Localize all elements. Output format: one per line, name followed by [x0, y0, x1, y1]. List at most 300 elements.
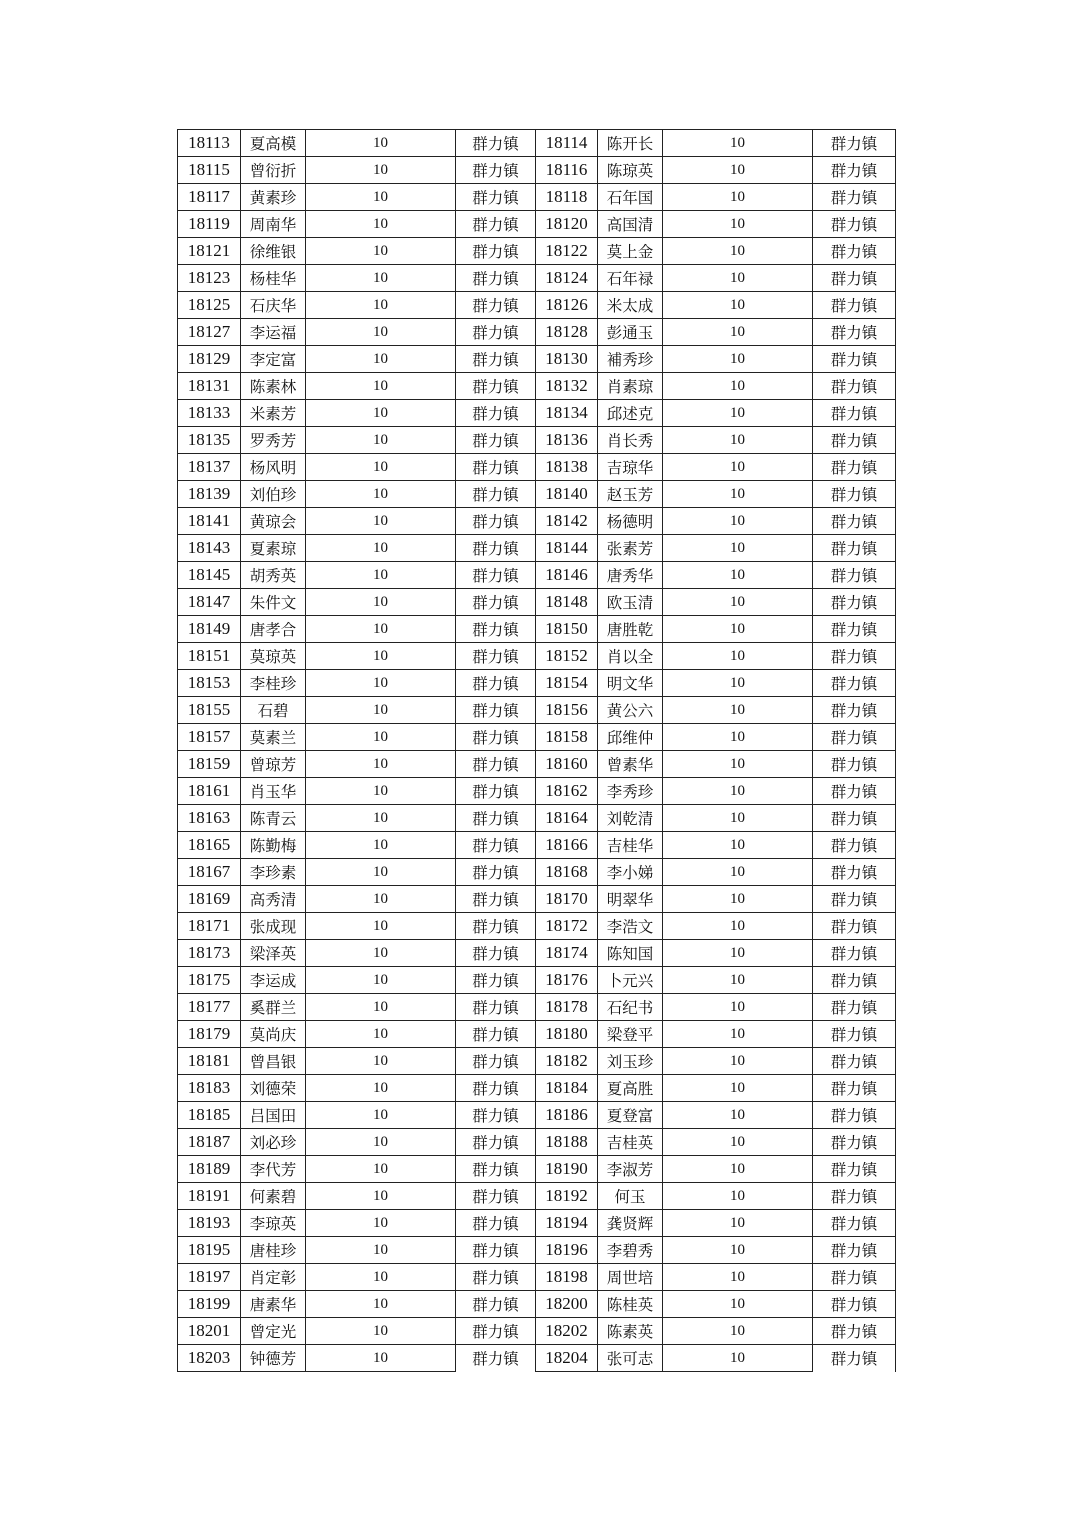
- amount-cell: 10: [306, 967, 456, 994]
- amount-cell: 10: [306, 319, 456, 346]
- town-cell: 群力镇: [813, 1291, 896, 1318]
- town-cell: 群力镇: [813, 1021, 896, 1048]
- name-cell: 莫尚庆: [241, 1021, 306, 1048]
- name-cell: 李小娣: [598, 859, 663, 886]
- record-id-cell: 18142: [536, 508, 598, 535]
- name-cell: 吉琼华: [598, 454, 663, 481]
- table-row: [178, 1048, 896, 1075]
- amount-cell: 10: [663, 1345, 813, 1372]
- record-id-cell: 18117: [178, 184, 241, 211]
- name-cell: 唐秀华: [598, 562, 663, 589]
- town-cell: 群力镇: [456, 1318, 536, 1345]
- record-id-cell: 18165: [178, 832, 241, 859]
- record-id-cell: 18147: [178, 589, 241, 616]
- name-cell: 吉桂英: [598, 1129, 663, 1156]
- table-row: [178, 130, 896, 157]
- name-cell: 莫上金: [598, 238, 663, 265]
- record-id-cell: 18198: [536, 1264, 598, 1291]
- amount-cell: 10: [663, 1318, 813, 1345]
- amount-cell: 10: [663, 670, 813, 697]
- name-cell: 卜元兴: [598, 967, 663, 994]
- table-row: [178, 778, 896, 805]
- table-row: [178, 157, 896, 184]
- town-cell: 群力镇: [456, 1129, 536, 1156]
- town-cell: 群力镇: [456, 778, 536, 805]
- town-cell: 群力镇: [813, 508, 896, 535]
- town-cell: 群力镇: [813, 238, 896, 265]
- name-cell: 奚群兰: [241, 994, 306, 1021]
- record-id-cell: 18160: [536, 751, 598, 778]
- amount-cell: 10: [663, 778, 813, 805]
- amount-cell: 10: [306, 481, 456, 508]
- amount-cell: 10: [663, 886, 813, 913]
- town-cell: 群力镇: [456, 346, 536, 373]
- amount-cell: 10: [663, 184, 813, 211]
- record-id-cell: 18161: [178, 778, 241, 805]
- amount-cell: 10: [306, 1048, 456, 1075]
- record-id-cell: 18129: [178, 346, 241, 373]
- name-cell: 刘必珍: [241, 1129, 306, 1156]
- name-cell: 赵玉芳: [598, 481, 663, 508]
- town-cell: 群力镇: [813, 778, 896, 805]
- amount-cell: 10: [306, 535, 456, 562]
- town-cell: 群力镇: [813, 751, 896, 778]
- town-cell: 群力镇: [456, 1210, 536, 1237]
- town-cell: 群力镇: [813, 643, 896, 670]
- amount-cell: 10: [663, 1156, 813, 1183]
- record-id-cell: 18157: [178, 724, 241, 751]
- name-cell: 唐孝合: [241, 616, 306, 643]
- table-row: [178, 211, 896, 238]
- name-cell: 何素碧: [241, 1183, 306, 1210]
- name-cell: 梁泽英: [241, 940, 306, 967]
- amount-cell: 10: [663, 319, 813, 346]
- name-cell: 李桂珍: [241, 670, 306, 697]
- name-cell: 周南华: [241, 211, 306, 238]
- town-cell: 群力镇: [813, 940, 896, 967]
- town-cell: 群力镇: [813, 373, 896, 400]
- amount-cell: 10: [306, 589, 456, 616]
- amount-cell: 10: [663, 211, 813, 238]
- town-cell: 群力镇: [456, 292, 536, 319]
- table-row: [178, 1129, 896, 1156]
- record-id-cell: 18158: [536, 724, 598, 751]
- table-row: [178, 535, 896, 562]
- record-id-cell: 18191: [178, 1183, 241, 1210]
- name-cell: 夏高胜: [598, 1075, 663, 1102]
- amount-cell: 10: [663, 427, 813, 454]
- town-cell: 群力镇: [456, 1183, 536, 1210]
- amount-cell: 10: [663, 238, 813, 265]
- amount-cell: 10: [306, 427, 456, 454]
- record-id-cell: 18179: [178, 1021, 241, 1048]
- name-cell: 李秀珍: [598, 778, 663, 805]
- town-cell: 群力镇: [813, 859, 896, 886]
- town-cell: 群力镇: [813, 1048, 896, 1075]
- town-cell: 群力镇: [456, 724, 536, 751]
- town-cell: 群力镇: [456, 670, 536, 697]
- table-row: [178, 832, 896, 859]
- table-row: [178, 616, 896, 643]
- name-cell: 杨桂华: [241, 265, 306, 292]
- name-cell: 罗秀芳: [241, 427, 306, 454]
- name-cell: 黄琼会: [241, 508, 306, 535]
- amount-cell: 10: [663, 535, 813, 562]
- name-cell: 李定富: [241, 346, 306, 373]
- record-id-cell: 18166: [536, 832, 598, 859]
- table-row: [178, 1318, 896, 1345]
- amount-cell: 10: [663, 454, 813, 481]
- name-cell: 唐桂珍: [241, 1237, 306, 1264]
- amount-cell: 10: [663, 1210, 813, 1237]
- town-cell: 群力镇: [456, 940, 536, 967]
- amount-cell: 10: [306, 1237, 456, 1264]
- table-row: [178, 724, 896, 751]
- table-row: [178, 886, 896, 913]
- town-cell: 群力镇: [813, 697, 896, 724]
- amount-cell: 10: [306, 373, 456, 400]
- table-row: [178, 265, 896, 292]
- town-cell: 群力镇: [456, 535, 536, 562]
- record-id-cell: 18186: [536, 1102, 598, 1129]
- table-row: [178, 940, 896, 967]
- town-cell: 群力镇: [456, 481, 536, 508]
- table-row: [178, 427, 896, 454]
- town-cell: 群力镇: [813, 886, 896, 913]
- town-cell: 群力镇: [456, 1102, 536, 1129]
- record-id-cell: 18187: [178, 1129, 241, 1156]
- amount-cell: 10: [306, 1102, 456, 1129]
- name-cell: 陈桂英: [598, 1291, 663, 1318]
- town-cell: 群力镇: [813, 292, 896, 319]
- town-cell: 群力镇: [456, 373, 536, 400]
- amount-cell: 10: [663, 616, 813, 643]
- amount-cell: 10: [663, 373, 813, 400]
- name-cell: 唐素华: [241, 1291, 306, 1318]
- amount-cell: 10: [306, 508, 456, 535]
- town-cell: 群力镇: [813, 1102, 896, 1129]
- record-id-cell: 18154: [536, 670, 598, 697]
- amount-cell: 10: [306, 454, 456, 481]
- amount-cell: 10: [663, 859, 813, 886]
- name-cell: 肖玉华: [241, 778, 306, 805]
- name-cell: 刘德荣: [241, 1075, 306, 1102]
- town-cell: 群力镇: [813, 454, 896, 481]
- record-id-cell: 18140: [536, 481, 598, 508]
- town-cell: 群力镇: [456, 751, 536, 778]
- record-id-cell: 18190: [536, 1156, 598, 1183]
- record-id-cell: 18203: [178, 1345, 241, 1372]
- record-id-cell: 18130: [536, 346, 598, 373]
- name-cell: 刘伯珍: [241, 481, 306, 508]
- amount-cell: 10: [663, 481, 813, 508]
- record-id-cell: 18150: [536, 616, 598, 643]
- town-cell: 群力镇: [456, 211, 536, 238]
- table-row: [178, 1156, 896, 1183]
- town-cell: 群力镇: [456, 1048, 536, 1075]
- record-id-cell: 18153: [178, 670, 241, 697]
- name-cell: 石纪书: [598, 994, 663, 1021]
- name-cell: 夏素琼: [241, 535, 306, 562]
- town-cell: 群力镇: [456, 1237, 536, 1264]
- table-row: [178, 184, 896, 211]
- name-cell: 黄公六: [598, 697, 663, 724]
- town-cell: 群力镇: [813, 994, 896, 1021]
- record-id-cell: 18170: [536, 886, 598, 913]
- name-cell: 梁登平: [598, 1021, 663, 1048]
- amount-cell: 10: [306, 778, 456, 805]
- amount-cell: 10: [663, 1102, 813, 1129]
- record-id-cell: 18136: [536, 427, 598, 454]
- amount-cell: 10: [306, 1156, 456, 1183]
- record-id-cell: 18194: [536, 1210, 598, 1237]
- record-id-cell: 18141: [178, 508, 241, 535]
- town-cell: 群力镇: [813, 157, 896, 184]
- amount-cell: 10: [663, 1237, 813, 1264]
- amount-cell: 10: [306, 292, 456, 319]
- record-id-cell: 18134: [536, 400, 598, 427]
- record-id-cell: 18182: [536, 1048, 598, 1075]
- table-row: [178, 1264, 896, 1291]
- amount-cell: 10: [306, 832, 456, 859]
- town-cell: 群力镇: [813, 211, 896, 238]
- name-cell: 张素芳: [598, 535, 663, 562]
- table-row: [178, 508, 896, 535]
- amount-cell: 10: [663, 697, 813, 724]
- name-cell: 李珍素: [241, 859, 306, 886]
- town-cell: 群力镇: [813, 184, 896, 211]
- amount-cell: 10: [306, 184, 456, 211]
- amount-cell: 10: [306, 913, 456, 940]
- record-id-cell: 18181: [178, 1048, 241, 1075]
- town-cell: 群力镇: [456, 832, 536, 859]
- town-cell: 群力镇: [813, 535, 896, 562]
- town-cell: 群力镇: [456, 967, 536, 994]
- name-cell: 米素芳: [241, 400, 306, 427]
- record-id-cell: 18146: [536, 562, 598, 589]
- name-cell: 陈素林: [241, 373, 306, 400]
- table-row: [178, 589, 896, 616]
- amount-cell: 10: [663, 940, 813, 967]
- name-cell: 黄素珍: [241, 184, 306, 211]
- amount-cell: 10: [306, 346, 456, 373]
- amount-cell: 10: [306, 805, 456, 832]
- town-cell: 群力镇: [456, 454, 536, 481]
- name-cell: 莫素兰: [241, 724, 306, 751]
- name-cell: 张可志: [598, 1345, 663, 1372]
- amount-cell: 10: [663, 346, 813, 373]
- town-cell: 群力镇: [456, 616, 536, 643]
- name-cell: 石碧: [241, 697, 306, 724]
- town-cell: 群力镇: [813, 346, 896, 373]
- name-cell: 陈琼英: [598, 157, 663, 184]
- record-id-cell: 18168: [536, 859, 598, 886]
- record-id-cell: 18184: [536, 1075, 598, 1102]
- amount-cell: 10: [663, 967, 813, 994]
- name-cell: 曾昌银: [241, 1048, 306, 1075]
- town-cell: 群力镇: [813, 1345, 896, 1372]
- table-row: [178, 751, 896, 778]
- name-cell: 李代芳: [241, 1156, 306, 1183]
- record-id-cell: 18148: [536, 589, 598, 616]
- name-cell: 石年禄: [598, 265, 663, 292]
- table-row: [178, 562, 896, 589]
- record-id-cell: 18196: [536, 1237, 598, 1264]
- amount-cell: 10: [663, 724, 813, 751]
- amount-cell: 10: [306, 265, 456, 292]
- record-id-cell: 18204: [536, 1345, 598, 1372]
- name-cell: 张成现: [241, 913, 306, 940]
- town-cell: 群力镇: [456, 238, 536, 265]
- town-cell: 群力镇: [813, 265, 896, 292]
- name-cell: 肖定彰: [241, 1264, 306, 1291]
- table-row: [178, 643, 896, 670]
- town-cell: 群力镇: [813, 481, 896, 508]
- amount-cell: 10: [306, 940, 456, 967]
- town-cell: 群力镇: [813, 670, 896, 697]
- name-cell: 曾衍折: [241, 157, 306, 184]
- record-id-cell: 18143: [178, 535, 241, 562]
- record-id-cell: 18201: [178, 1318, 241, 1345]
- town-cell: 群力镇: [813, 616, 896, 643]
- town-cell: 群力镇: [456, 643, 536, 670]
- town-cell: 群力镇: [456, 1291, 536, 1318]
- town-cell: 群力镇: [813, 562, 896, 589]
- record-id-cell: 18115: [178, 157, 241, 184]
- table-row: [178, 454, 896, 481]
- record-id-cell: 18128: [536, 319, 598, 346]
- amount-cell: 10: [306, 562, 456, 589]
- town-cell: 群力镇: [456, 994, 536, 1021]
- name-cell: 補秀珍: [598, 346, 663, 373]
- table-body: [178, 130, 896, 1372]
- town-cell: 群力镇: [456, 697, 536, 724]
- amount-cell: 10: [663, 400, 813, 427]
- name-cell: 钟德芳: [241, 1345, 306, 1372]
- name-cell: 石年国: [598, 184, 663, 211]
- record-id-cell: 18180: [536, 1021, 598, 1048]
- record-id-cell: 18200: [536, 1291, 598, 1318]
- record-id-cell: 18137: [178, 454, 241, 481]
- record-id-cell: 18189: [178, 1156, 241, 1183]
- record-id-cell: 18119: [178, 211, 241, 238]
- name-cell: 米太成: [598, 292, 663, 319]
- table-row: [178, 1237, 896, 1264]
- record-id-cell: 18193: [178, 1210, 241, 1237]
- record-id-cell: 18123: [178, 265, 241, 292]
- town-cell: 群力镇: [456, 1075, 536, 1102]
- record-id-cell: 18197: [178, 1264, 241, 1291]
- name-cell: 杨德明: [598, 508, 663, 535]
- record-id-cell: 18118: [536, 184, 598, 211]
- amount-cell: 10: [663, 913, 813, 940]
- name-cell: 李运福: [241, 319, 306, 346]
- amount-cell: 10: [663, 1021, 813, 1048]
- amount-cell: 10: [663, 292, 813, 319]
- town-cell: 群力镇: [456, 184, 536, 211]
- record-id-cell: 18113: [178, 130, 241, 157]
- amount-cell: 10: [306, 616, 456, 643]
- amount-cell: 10: [306, 1183, 456, 1210]
- table-row: [178, 697, 896, 724]
- town-cell: 群力镇: [813, 1129, 896, 1156]
- amount-cell: 10: [306, 670, 456, 697]
- table-row: [178, 1075, 896, 1102]
- town-cell: 群力镇: [813, 1318, 896, 1345]
- town-cell: 群力镇: [456, 913, 536, 940]
- record-id-cell: 18155: [178, 697, 241, 724]
- record-id-cell: 18188: [536, 1129, 598, 1156]
- table-row: [178, 373, 896, 400]
- table-row: [178, 400, 896, 427]
- amount-cell: 10: [663, 265, 813, 292]
- town-cell: 群力镇: [813, 319, 896, 346]
- name-cell: 明翠华: [598, 886, 663, 913]
- name-cell: 石庆华: [241, 292, 306, 319]
- amount-cell: 10: [306, 1318, 456, 1345]
- record-id-cell: 18122: [536, 238, 598, 265]
- town-cell: 群力镇: [456, 589, 536, 616]
- amount-cell: 10: [306, 1129, 456, 1156]
- name-cell: 吕国田: [241, 1102, 306, 1129]
- amount-cell: 10: [306, 238, 456, 265]
- amount-cell: 10: [663, 832, 813, 859]
- amount-cell: 10: [306, 643, 456, 670]
- amount-cell: 10: [663, 130, 813, 157]
- record-id-cell: 18192: [536, 1183, 598, 1210]
- amount-cell: 10: [306, 1075, 456, 1102]
- town-cell: 群力镇: [456, 157, 536, 184]
- name-cell: 彭通玉: [598, 319, 663, 346]
- record-id-cell: 18175: [178, 967, 241, 994]
- name-cell: 邱维仲: [598, 724, 663, 751]
- name-cell: 陈知国: [598, 940, 663, 967]
- name-cell: 莫琼英: [241, 643, 306, 670]
- name-cell: 曾琼芳: [241, 751, 306, 778]
- name-cell: 刘玉珍: [598, 1048, 663, 1075]
- amount-cell: 10: [306, 751, 456, 778]
- amount-cell: 10: [306, 697, 456, 724]
- record-id-cell: 18139: [178, 481, 241, 508]
- town-cell: 群力镇: [813, 1075, 896, 1102]
- table-row: [178, 1183, 896, 1210]
- record-id-cell: 18144: [536, 535, 598, 562]
- record-id-cell: 18145: [178, 562, 241, 589]
- town-cell: 群力镇: [813, 1156, 896, 1183]
- amount-cell: 10: [663, 643, 813, 670]
- record-id-cell: 18149: [178, 616, 241, 643]
- record-id-cell: 18164: [536, 805, 598, 832]
- amount-cell: 10: [306, 1291, 456, 1318]
- record-id-cell: 18159: [178, 751, 241, 778]
- amount-cell: 10: [663, 994, 813, 1021]
- name-cell: 杨风明: [241, 454, 306, 481]
- table-row: [178, 670, 896, 697]
- amount-cell: 10: [663, 589, 813, 616]
- town-cell: 群力镇: [456, 1156, 536, 1183]
- name-cell: 李浩文: [598, 913, 663, 940]
- record-id-cell: 18172: [536, 913, 598, 940]
- roster-table: [177, 129, 896, 1372]
- town-cell: 群力镇: [456, 400, 536, 427]
- record-id-cell: 18135: [178, 427, 241, 454]
- record-id-cell: 18114: [536, 130, 598, 157]
- amount-cell: 10: [663, 1048, 813, 1075]
- amount-cell: 10: [306, 1210, 456, 1237]
- table-row: [178, 859, 896, 886]
- record-id-cell: 18195: [178, 1237, 241, 1264]
- town-cell: 群力镇: [456, 805, 536, 832]
